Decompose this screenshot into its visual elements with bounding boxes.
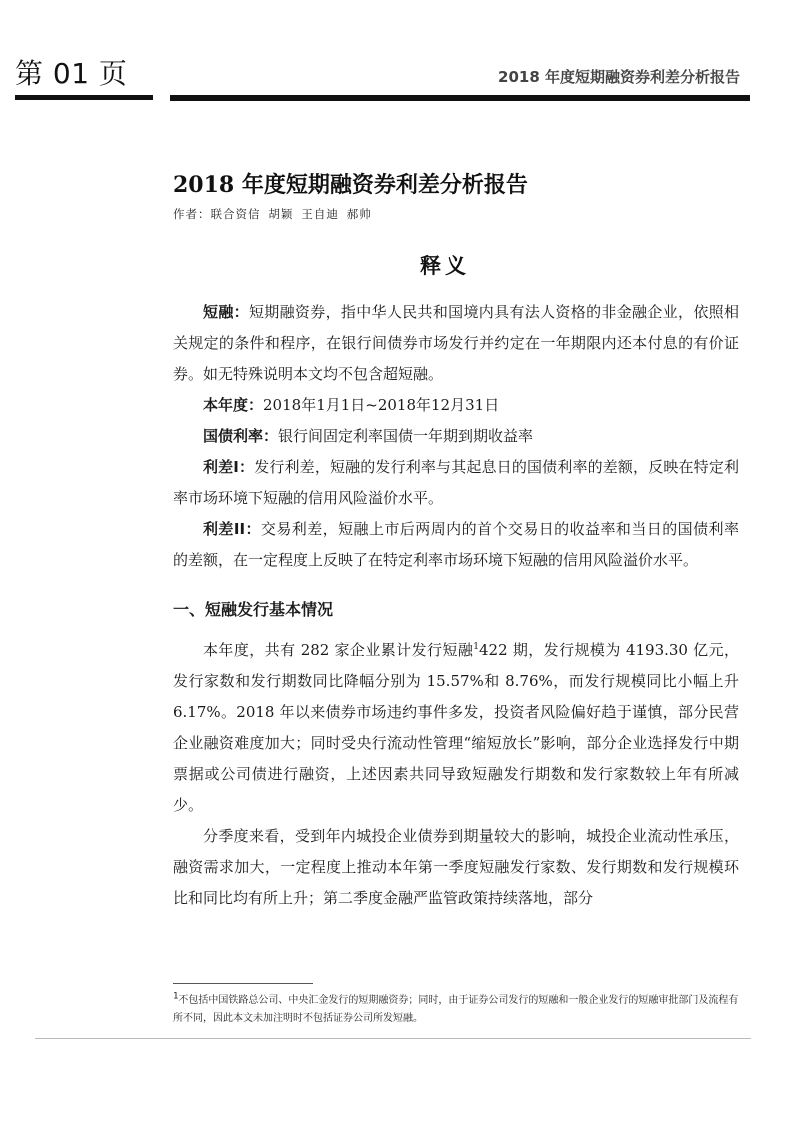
page-number: 第 01 页 — [15, 57, 128, 90]
footnote-ref[interactable]: 1 — [473, 642, 480, 652]
header-rule-right — [170, 95, 750, 101]
definition-term: 本年度： — [203, 396, 264, 414]
paragraph-text: 本年度，共有 282 家企业累计发行短融 — [203, 641, 474, 659]
footer-rule — [35, 1038, 751, 1039]
definition-item — [173, 421, 739, 452]
body-paragraph — [173, 635, 739, 821]
paragraph-text: 422 期，发行规模为 4193.30 亿元，发行家数和发行期数同比降幅分别为 15.57%和 8.76%，而发行规模同比小幅上升 6.17%。2018 年以来债券市场违约事件多发，投资者风险偏好趋于谨慎，部分民营企业融资难度加大；同时受央行流动性管理“缩短放长”影响，部分企业选择发行中期票据或公司债进行融资，上述因素共同导致短融发行期数和发行家数较上年有所减少。 — [173, 641, 739, 814]
definition-term: 利差II： — [203, 520, 261, 538]
definition-item — [173, 390, 739, 421]
header-rule-left — [15, 95, 153, 100]
document-body — [173, 297, 739, 914]
definition-term: 国债利率： — [203, 427, 279, 445]
definition-term: 利差I： — [203, 458, 255, 476]
footnote-text: 不包括中国铁路总公司、中央汇金发行的短期融资券；同时，由于证券公司发行的短融和一般企业发行的短融审批部门及流程有所不同，因此本文未加注明时不包括证券公司所发短融。 — [173, 995, 739, 1024]
definition-item — [173, 297, 739, 390]
definitions-heading: 释义 — [420, 253, 470, 278]
section-heading: 一、短融发行基本情况 — [173, 600, 334, 619]
definition-text: 交易利差，短融上市后两周内的首个交易日的收益率和当日的国债利率的差额，在一定程度上反映了在特定利率市场环境下短融的信用风险溢价水平。 — [173, 520, 739, 569]
body-paragraph: 分季度来看，受到年内城投企业债券到期量较大的影响，城投企业流动性承压，融资需求加大，一定程度上推动本年第一季度短融发行家数、发行期数和发行规模环比和同比均有所上升；第二季度金融严监管政策持续落地，部分 — [173, 827, 739, 907]
document-title: 2018 年度短期融资券利差分析报告 — [173, 172, 528, 198]
definition-text: 2018年1月1日~2018年12月31日 — [263, 396, 500, 414]
definition-item — [173, 452, 739, 514]
definition-term: 短融： — [203, 303, 249, 321]
footnote-mark: 1 — [173, 991, 179, 1002]
definition-text: 银行间固定利率国债一年期到期收益率 — [278, 427, 534, 445]
definition-text: 发行利差，短融的发行利率与其起息日的国债利率的差额，反映在特定利率市场环境下短融的信用风险溢价水平。 — [173, 458, 739, 507]
footnote — [173, 992, 739, 1028]
footnote-rule — [173, 983, 313, 984]
definition-item — [173, 514, 739, 576]
header-report-title: 2018 年度短期融资券利差分析报告 — [498, 68, 740, 86]
definition-text: 短期融资券，指中华人民共和国境内具有法人资格的非金融企业，依照相关规定的条件和程序，在银行间债券市场发行并约定在一年期限内还本付息的有价证券。如无特殊说明本文均不包含超短融。 — [173, 303, 739, 383]
authors-line: 作者：联合资信 胡颖 王自迪 郝帅 — [173, 207, 372, 221]
